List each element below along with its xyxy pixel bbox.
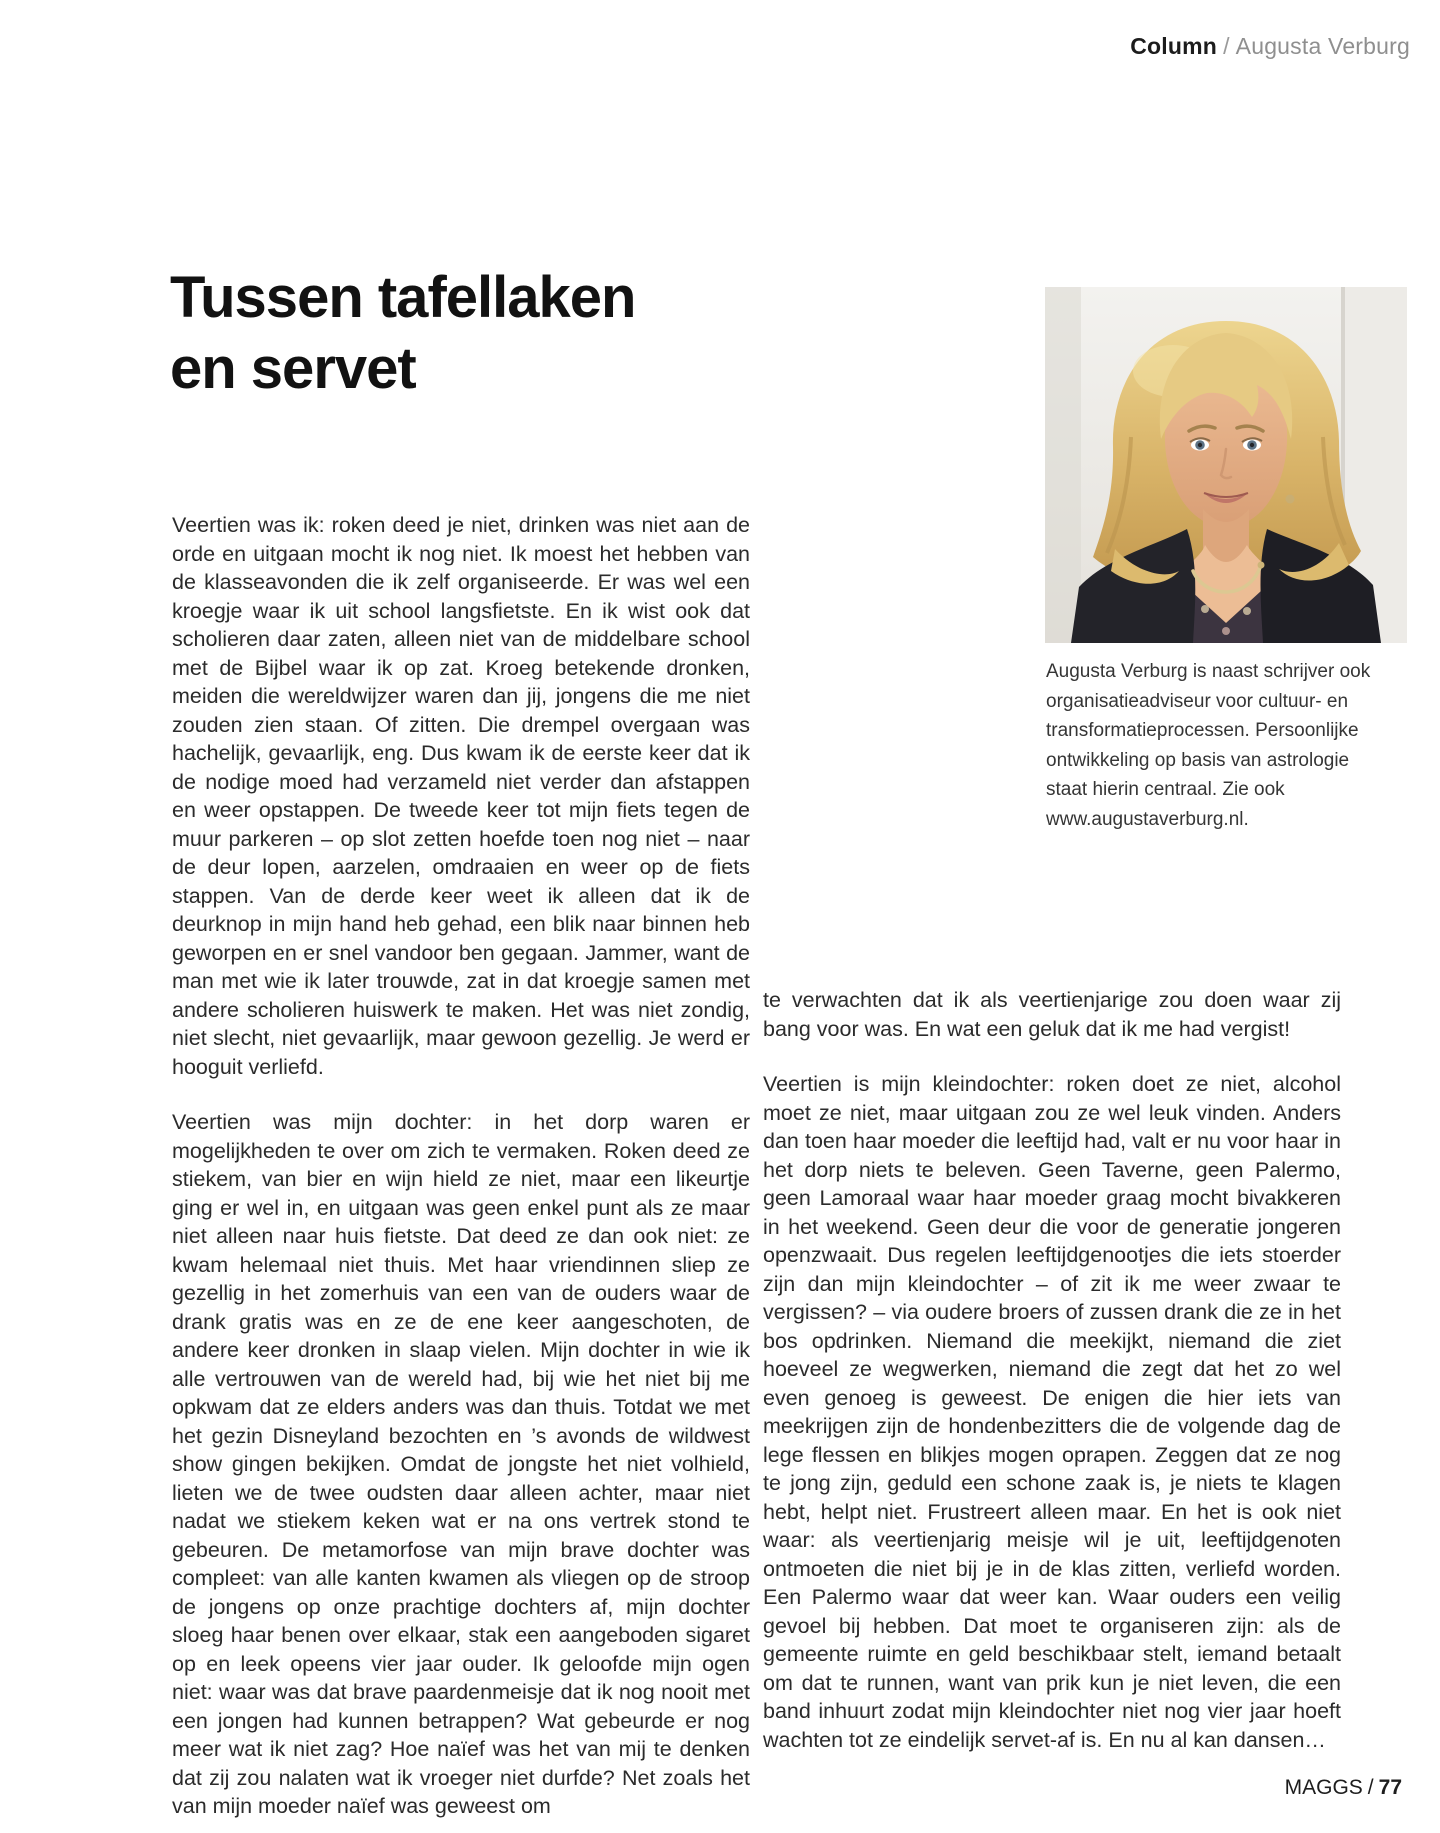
body-paragraph: Veertien was mijn dochter: in het dorp waren er mogelijkheden te over om zich te vermaken. Roken deed ze stiekem, van bier en wijn hield ze niet, maar een likeurtje ging er wel in, en uitgaan was geen enkel punt als ze maar niet alleen naar huis fietste. Dat deed ze dan ook niet: ze kwam helemaal niet thuis. Met haar vriendinnen sliep ze gezellig in het zomerhuis van een van de ouders waar de drank gratis was en ze de ene keer aangeschoten, de andere keer dronken in slaap vielen. Mijn dochter in wie ik alle vertrouwen van de wereld had, bij wie het niet bij me opkwam dat ze elders anders was dan thuis. Totdat we met het gezin Disneyland bezochten en ’s avonds de wildwest show gingen bekijken. Omdat de jongste het niet volhield, lieten we de twee oudsten daar alleen achter, maar niet nadat we stiekem keken wat er na ons vertrek stond te gebeuren. De metamorfose van mijn brave dochter was compleet: van alle kanten kwamen als vliegen op de stroop de jongens op onze prachtige dochters af, mijn dochter sloeg haar benen over elkaar, stak een aangeboden sigaret op en leek opeens vier jaar ouder. Ik geloofde mijn ogen niet: waar was dat brave paardenmeisje dat ik nog nooit met een jongen had kunnen betrappen? Wat gebeurde er nog meer wat ik niet zag? Hoe naïef was het van mij te denken dat zij zou nalaten wat ik vroeger niet durfde? Net zoals het van mijn moeder naïef was geweest om [172,1110,750,1818]
page-number: 77 [1378,1776,1402,1799]
portrait-illustration [1045,287,1407,643]
column-label: Column [1130,33,1218,59]
title-line-1: Tussen tafellaken [170,265,636,330]
photo-caption: Augusta Verburg is naast schrijver ook organisatieadviseur voor cultuur- en transformatieprocessen. Persoonlijke ontwikkeling op basis van astrologie staat hierin centraal. Zie ook www.augustaverburg.nl. [1046,661,1371,830]
portrait-photo [1045,287,1407,643]
header-separator: / [1223,33,1230,59]
body-paragraph: Veertien is mijn kleindochter: roken doet ze niet, alcohol moet ze niet, maar uitgaan zou ze wel leuk vinden. Anders dan toen haar moeder die leeftijd had, valt er nu voor haar in het dorp niets te beleven. Geen Taverne, geen Palermo, geen Lamoraal waar haar moeder graag mocht bivakkeren in het weekend. Geen deur die voor de generatie jongeren openzwaait. Dus regelen leeftijdgenootjes die iets stoerder zijn dan mijn kleindochter – of zit ik me weer zwaar te vergissen? – via oudere broers of zussen drank die ze in het bos opdrinken. Niemand die meekijkt, niemand die ziet hoeveel ze wegwerken, niemand die zegt dat het zo wel even genoeg is geweest. De enigen die hier iets van meekrijgen zijn de hondenbezitters die de volgende dag de lege flessen en blikjes mogen oprapen. Zeggen dat ze nog te jong zijn, geduld een schone zaak is, je niets te klagen hebt, helpt niet. Frustreert alleen maar. En het is ook niet waar: als veertienjarig meisje wil je uit, leeftijdgenoten ontmoeten die niet bij je in de klas zitten, verliefd worden. Een Palermo waar dat weer kan. Waar ouders een veilig gevoel bij hebben. Dat moet te organiseren zijn: als de gemeente ruimte en geld beschikbaar stelt, iemand betaalt om dat te runnen, want van prik kun je niet leven, die een band inhuurt zodat mijn kleindochter niet nog vier jaar hoeft wachten tot ze eindelijk servet-af is. En nu al kan dansen… [763,1072,1341,1752]
page-footer [1285,1776,1402,1800]
footer-separator: / [1367,1776,1374,1799]
page-title [170,262,635,404]
author-name: Augusta Verburg [1235,33,1410,59]
body-paragraph: Veertien was ik: roken deed je niet, drinken was niet aan de orde en uitgaan mocht ik nog niet. Ik moest het hebben van de klasseavonden die ik zelf organiseerde. Er was wel een kroegje waar ik uit school langsfietste. En ik wist ook dat scholieren daar zaten, alleen niet van de middelbare school met de Bijbel waar ik op zat. Kroeg betekende dronken, meiden die wereldwijzer waren dan jij, jongens die me niet zouden zien staan. Of zitten. Die drempel overgaan was hachelijk, gevaarlijk, eng. Dus kwam ik de eerste keer dat ik de nodige moed had verzameld niet verder dan afstappen en weer opstappen. De tweede keer tot mijn fiets tegen de muur parkeren – op slot zetten hoefde toen nog niet – naar de deur lopen, aarzelen, omdraaien en weer op de fiets stappen. Van de derde keer weet ik alleen dat ik de deurknop in mijn hand heb gehad, een blik naar binnen heb geworpen en er snel vandoor ben gegaan. Jammer, want de man met wie ik later trouwde, zat in dat kroegje samen met andere scholieren huiswerk te maken. Het was niet zondig, niet slecht, niet gevaarlijk, maar gewoon gezellig. Je werd er hooguit verliefd. [172,513,750,1079]
title-line-2: en servet [170,336,416,401]
body-right-column [763,986,1341,1754]
body-left-column [172,511,750,1821]
magazine-name: MAGGS [1284,1776,1363,1799]
page-header [1130,33,1410,60]
body-paragraph: te verwachten dat ik als veertienjarige zou doen waar zij bang voor was. En wat een geluk dat ik me had vergist! [763,988,1341,1041]
